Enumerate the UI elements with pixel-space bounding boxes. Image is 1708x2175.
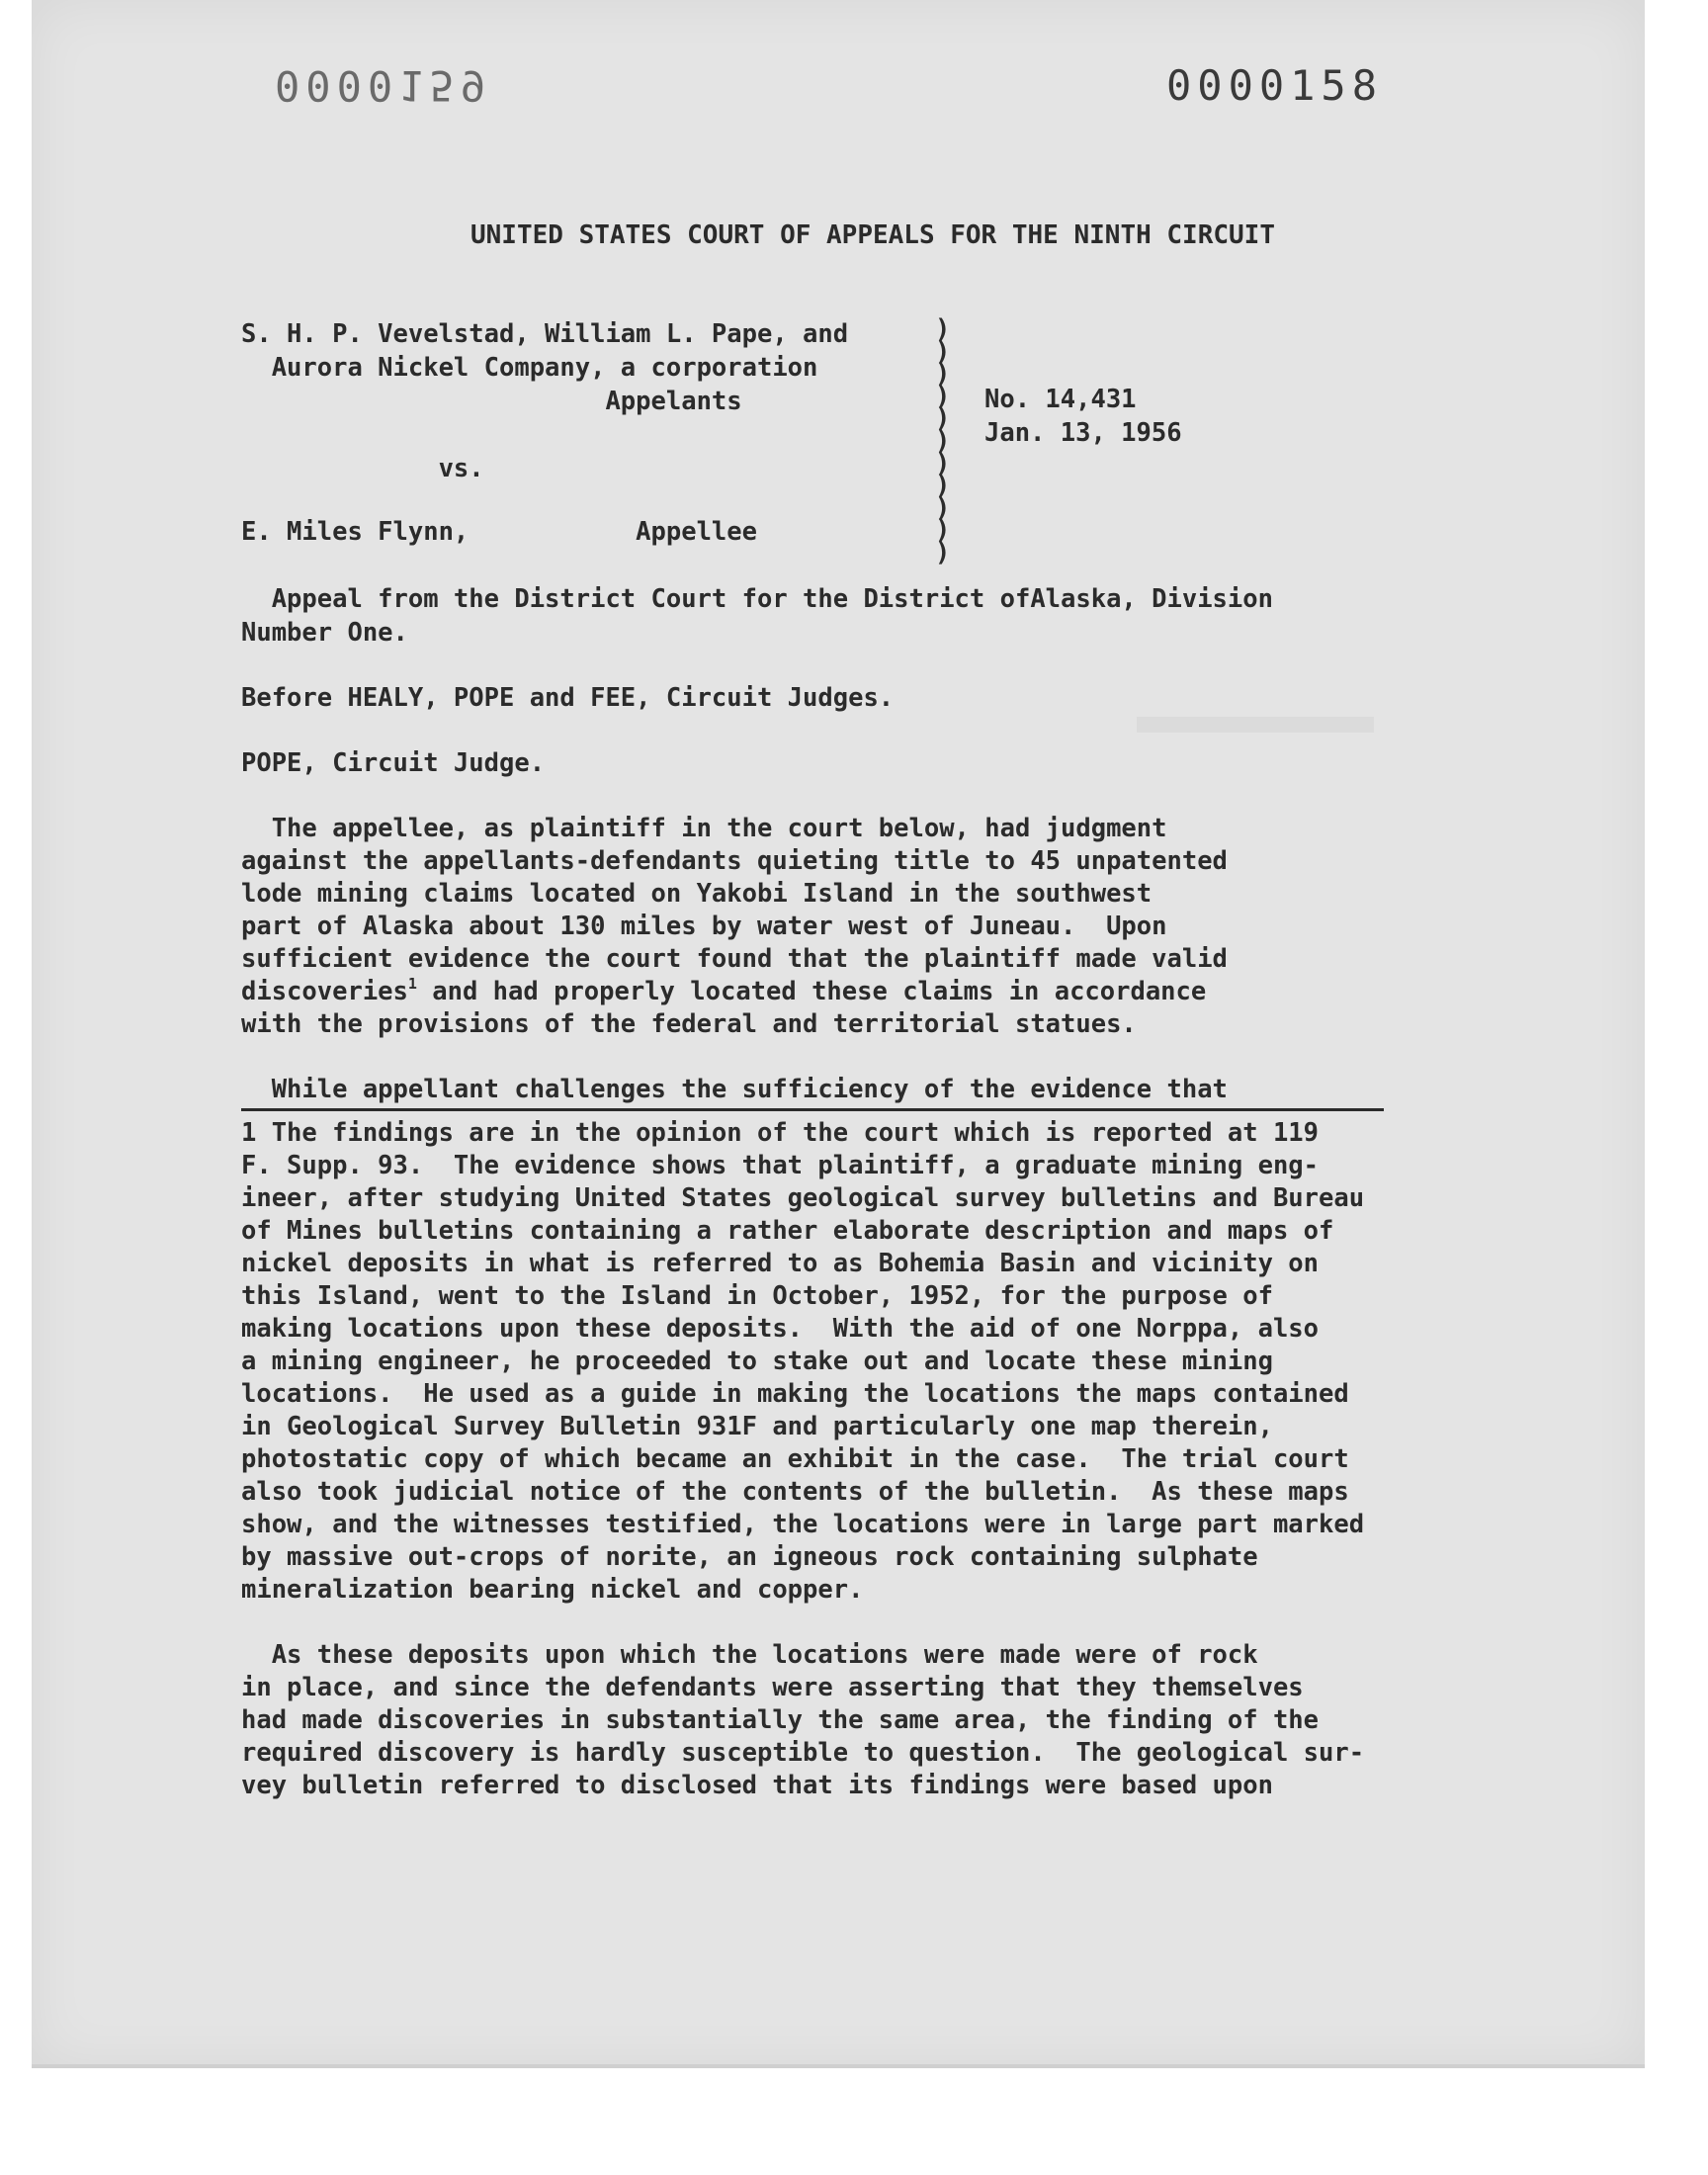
footnote-line-1: 1 The findings are in the opinion of the court which is reported at 119 [241, 1118, 1320, 1148]
footnote-line-6: this Island, went to the Island in October, 1952, for the purpose of [241, 1281, 1273, 1311]
footnote-line-10: in Geological Survey Bulletin 931F and particularly one map therein, [241, 1412, 1273, 1441]
footnote-line-11: photostatic copy of which became an exhibit in the case. The trial court [241, 1444, 1349, 1474]
footnote-line-7: making locations upon these deposits. With the aid of one Norppa, also [241, 1314, 1320, 1344]
caption-brackets: ) ) ) ) ) ) ) ) ) ) ) [935, 314, 951, 567]
footnote-line-5: nickel deposits in what is referred to as Bohemia Basin and vicinity on [241, 1249, 1320, 1278]
versus: vs. [241, 454, 484, 483]
footnote-cont-line-1: As these deposits upon which the locations were made were of rock [241, 1640, 1258, 1670]
footnote-cont-line-2: in place, and since the defendants were asserting that they themselves [241, 1673, 1304, 1702]
paragraph-1-line-6 [241, 976, 1206, 1008]
footnote-line-15: mineralization bearing nickel and copper. [241, 1575, 864, 1605]
footnote-line-2: F. Supp. 93. The evidence shows that plaintiff, a graduate mining eng- [241, 1151, 1320, 1180]
appellee-line: E. Miles Flynn, Appellee [241, 517, 757, 547]
paragraph-1-line-4: part of Alaska about 130 miles by water west of Juneau. Upon [241, 912, 1167, 941]
court-heading: UNITED STATES COURT OF APPEALS FOR THE NINTH CIRCUIT [470, 220, 1275, 250]
appellants-role: Appelants [241, 387, 742, 416]
page-stamp-right: 0000158 [1166, 61, 1384, 110]
footnote-line-14: by massive out-crops of norite, an igneous rock containing sulphate [241, 1542, 1258, 1572]
footnote-marker: 1 [407, 974, 417, 993]
footnote-ref-text-after: and had properly located these claims in accordance [416, 977, 1207, 1006]
paragraph-2-start: While appellant challenges the sufficiency of the evidence that [241, 1075, 1228, 1104]
page-stamp-left: 0000159 [275, 61, 492, 110]
footnote-line-3: ineer, after studying United States geological survey bulletins and Bureau [241, 1183, 1365, 1213]
opinion-author: POPE, Circuit Judge. [241, 748, 546, 778]
footnote-cont-line-5: vey bulletin referred to disclosed that its findings were based upon [241, 1771, 1273, 1800]
paragraph-1-line-7: with the provisions of the federal and territorial statues. [241, 1009, 1137, 1039]
footnote-ref-text-before: discoveries [241, 977, 408, 1006]
footnote-separator [241, 1108, 1384, 1111]
paragraph-1-line-1: The appellee, as plaintiff in the court below, had judgment [241, 814, 1167, 843]
scan-smudge [1137, 717, 1374, 733]
footnote-line-4: of Mines bulletins containing a rather elaborate description and maps of [241, 1216, 1334, 1246]
footnote-cont-line-4: required discovery is hardly susceptible to question. The geological sur- [241, 1738, 1365, 1768]
page-bottom-edge [32, 2064, 1645, 2068]
footnote-cont-line-3: had made discoveries in substantially the same area, the finding of the [241, 1705, 1320, 1735]
paragraph-1-line-5: sufficient evidence the court found that the plaintiff made valid [241, 944, 1228, 974]
decision-date: Jan. 13, 1956 [984, 418, 1182, 448]
footnote-line-9: locations. He used as a guide in making the locations the maps contained [241, 1379, 1349, 1409]
appeal-from-line-2: Number One. [241, 618, 408, 648]
before-judges: Before HEALY, POPE and FEE, Circuit Judges. [241, 683, 895, 713]
case-number: No. 14,431 [984, 385, 1137, 414]
footnote-line-8: a mining engineer, he proceeded to stake out and locate these mining [241, 1347, 1273, 1376]
appeal-from-line-1: Appeal from the District Court for the District ofAlaska, Division [241, 584, 1273, 614]
paragraph-1-line-3: lode mining claims located on Yakobi Island in the southwest [241, 879, 1153, 909]
appellants-line-1: S. H. P. Vevelstad, William L. Pape, and [241, 319, 849, 349]
paragraph-1-line-2: against the appellants-defendants quieting title to 45 unpatented [241, 846, 1228, 876]
appellants-line-2: Aurora Nickel Company, a corporation [241, 353, 818, 383]
footnote-line-12: also took judicial notice of the contents of the bulletin. As these maps [241, 1477, 1349, 1507]
footnote-line-13: show, and the witnesses testified, the locations were in large part marked [241, 1510, 1365, 1539]
